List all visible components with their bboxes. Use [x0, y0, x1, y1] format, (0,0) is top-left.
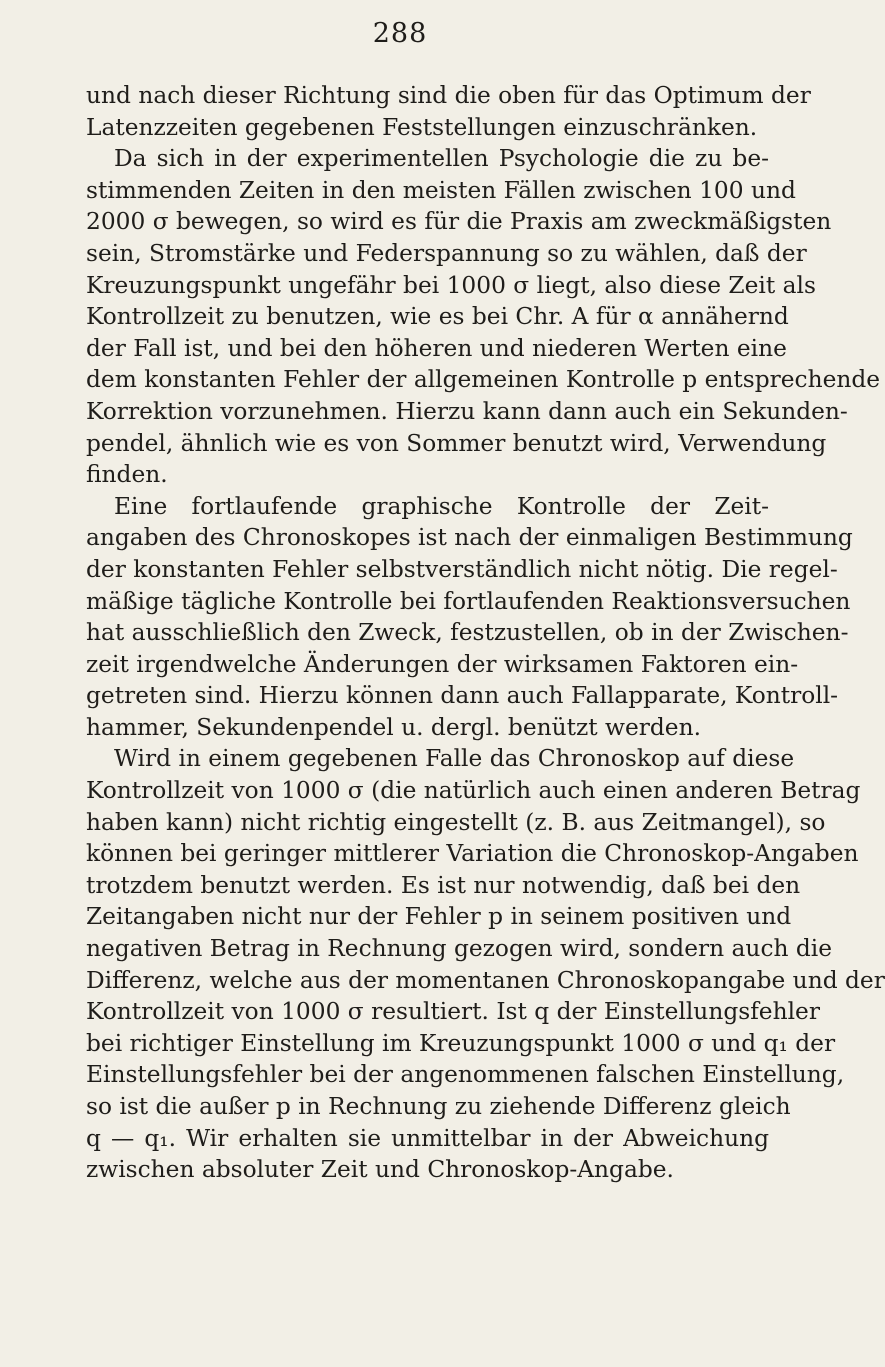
text-line: stimmenden Zeiten in den meisten Fällen zwischen 100 und: [86, 176, 796, 204]
text-line: hat ausschließlich den Zweck, festzustellen, ob in der Zwischen-: [86, 619, 849, 647]
text-line: Einstellungsfehler bei der angenommenen falschen Einstellung,: [86, 1061, 845, 1089]
text-line: Differenz, welche aus der momentanen Chronoskopangabe und der: [86, 966, 885, 994]
text-line: q — q₁. Wir erhalten sie unmittelbar in der Abweichung: [86, 1124, 769, 1152]
text-line: zeit irgendwelche Änderungen der wirksamen Faktoren ein-: [86, 650, 799, 678]
text-line: getreten sind. Hierzu können dann auch Fallapparate, Kontroll-: [86, 682, 839, 710]
text-line: hammer, Sekundenpendel u. dergl. benützt werden.: [86, 713, 702, 741]
text-line: Da sich in der experimentellen Psychologie die zu be-: [114, 145, 769, 173]
text-line: Korrektion vorzunehmen. Hierzu kann dann auch ein Sekunden-: [86, 397, 848, 425]
text-line: angaben des Chronoskopes ist nach der einmaligen Bestimmung: [86, 524, 853, 552]
text-line: können bei geringer mittlerer Variation die Chronoskop-Angaben: [86, 840, 859, 868]
text-line: und nach dieser Richtung sind die oben für das Optimum der: [86, 82, 811, 109]
text-line: der konstanten Fehler selbstverständlich nicht nötig. Die regel-: [86, 555, 838, 583]
text-line: dem konstanten Fehler der allgemeinen Kontrolle p entsprechende: [86, 366, 881, 394]
text-line: mäßige tägliche Kontrolle bei fortlaufenden Reaktionsversuchen: [86, 587, 851, 615]
text-line: Kontrollzeit von 1000 σ resultiert. Ist q der Einstellungsfehler: [86, 998, 820, 1026]
text-line: so ist die außer p in Rechnung zu ziehende Differenz gleich: [86, 1093, 791, 1120]
text-line: bei richtiger Einstellung im Kreuzungspunkt 1000 σ und q₁ der: [86, 1029, 836, 1057]
text-line: finden.: [86, 461, 168, 489]
paragraph-3: [86, 491, 853, 744]
text-line: Eine fortlaufende graphische Kontrolle der Zeit-: [114, 492, 769, 520]
text-line: trotzdem benutzt werden. Es ist nur notwendig, daß bei den: [86, 871, 801, 899]
text-line: negativen Betrag in Rechnung gezogen wird, sondern auch die: [86, 935, 833, 963]
text-line: Kreuzungspunkt ungefähr bei 1000 σ liegt, also diese Zeit als: [86, 271, 816, 299]
text-line: Latenzzeiten gegebenen Feststellungen einzuschränken.: [86, 113, 758, 141]
paragraph-4: [86, 743, 885, 1185]
text-line: Wird in einem gegebenen Falle das Chronoskop auf diese: [114, 745, 795, 773]
text-line: pendel, ähnlich wie es von Sommer benutzt wird, Verwendung: [86, 429, 827, 457]
text-line: zwischen absoluter Zeit und Chronoskop-Angabe.: [86, 1156, 674, 1184]
text-line: sein, Stromstärke und Federspannung so zu wählen, daß der: [86, 239, 807, 267]
text-line: der Fall ist, und bei den höheren und niederen Werten eine: [86, 334, 787, 362]
text-line: Zeitangaben nicht nur der Fehler p in seinem positiven und: [86, 903, 792, 931]
text-line: 2000 σ bewegen, so wird es für die Praxis am zweckmäßigsten: [86, 208, 832, 236]
paragraph-2: [86, 143, 881, 491]
page-number: 288: [372, 18, 428, 49]
paragraph-1: [86, 80, 811, 143]
body-text: [86, 80, 885, 1186]
text-line: haben kann) nicht richtig eingestellt (z. B. aus Zeitmangel), so: [86, 808, 826, 836]
text-line: Kontrollzeit zu benutzen, wie es bei Chr. A für α annähernd: [86, 303, 789, 331]
text-line: Kontrollzeit von 1000 σ (die natürlich auch einen anderen Betrag: [86, 777, 861, 805]
